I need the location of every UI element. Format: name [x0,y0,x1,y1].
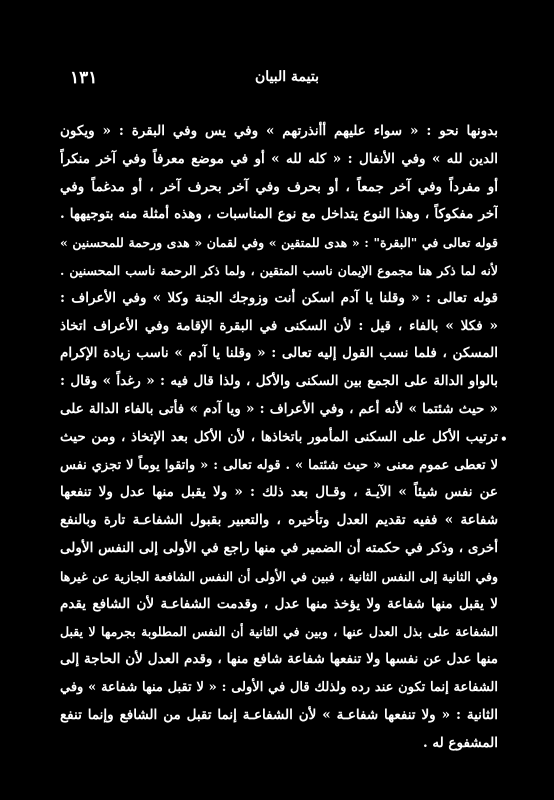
text-line: أو مفرداً وفي آخر جمعاً ، أو بحرف وفي آخر بحرف آخر ، أو مدغماً وفي [60,178,498,195]
margin-mark: • [500,432,508,446]
page-number: ١٣١ [70,68,98,88]
text-line: الشفاعة إنما تكون عند رده ولذلك قال في الأولى : « لا تقبل منها شفاعة » وفي [60,679,498,695]
page-header [70,68,504,92]
text-line: قوله تعالى في "البقرة" : « هدى للمتقين » وفي لقمان « هدى ورحمة للمحسنين » [60,235,498,251]
text-line: لأنه لما ذكر هنا مجموع الإيمان ناسب المتقين ، ولما ذكر الرحمة ناسب المحسنين . [60,262,498,278]
text-line: آخر مفكوكاً ، وهذا النوع يتداخل مع نوع المناسبات ، وهذه أمثلة منه بتوجيهها . [60,206,498,223]
text-line: عن نفس شيئاً » الآيـة ، وقـال بعد ذلك : « ولا يقبل منها عدل ولا تنفعها [60,484,498,501]
text-line: المسكن ، فلما نسب القول إليه تعالى : « وقلنا يا آدم » ناسب زيادة الإكرام [60,345,498,362]
text-line: « حيث شئتما » لأنه أعم ، وفي الأعراف : « ويا آدم » فأتى بالفاء الدالة على [60,400,498,417]
text-line: لا تعطى عموم معنى « حيث شئتما » . قوله تعالى : « واتقوا يوماً لا تجزي نفس [60,457,498,473]
text-line: الدين لله » وفي الأنفال : « كله لله » أو في موضع معرفاً وفي آخر منكراً [60,150,498,167]
text-line: أخرى ، وذكر في حكمته أن الضمير في منها راجع في الأولى إلى النفس الأولى [60,539,498,556]
text-line: لا يقبل منها شفاعة ولا يؤخذ منها عدل ، وقدمت الشفاعـة لأن الشافع يقدم [60,595,498,612]
text-line: « فكلا » بالفاء ، قيل : لأن السكنى في البقرة الإقامة وفي الأعراف اتخاذ [60,317,498,334]
text-line: ترتيب الأكل على السكنى المأمور باتخاذها ، لأن الأكل بعد الإتخاذ ، ومن حيث [60,428,498,445]
text-line: المشفوع له . [422,734,498,751]
text-line: وفي الثانية إلى النفس الثانية ، فبين في الأولى أن النفس الشافعة الجازية عن غيرها [60,568,498,584]
body-text [60,118,498,757]
text-line: منها عدل عن نفسها ولا تنفعها شفاعة شافع منها ، وقدم العدل لأن الحاجة إلى [60,651,498,668]
text-line: بالواو الدالة على الجمع بين السكنى والأكل ، ولذا قال فيه : « رغداً » وقال : [60,373,498,390]
text-line: قوله تعالى : « وقلنا يا آدم اسكن أنت وزوجك الجنة وكلا » وفي الأعراف : [60,289,498,306]
text-line: الثانية : « ولا تنفعها شفاعـة » لأن الشفاعـة إنما تقبل من الشافع وإنما تنفع [60,706,498,723]
text-line: شفاعة » ففيه تقديم العدل وتأخيره ، والتعبير بقبول الشفاعـة تارة وبالنفع [60,512,498,529]
text-line: بدونها نحو : « سواء عليهم أأنذرتهم » وفي يس وفي البقرة : « ويكون [60,123,498,139]
running-title: بتيمة البيان [255,69,319,85]
text-line: الشفاعة على بذل العدل عنها ، وبين في الثانية أن النفس المطلوبة بجرمها لا يقبل [60,624,498,640]
